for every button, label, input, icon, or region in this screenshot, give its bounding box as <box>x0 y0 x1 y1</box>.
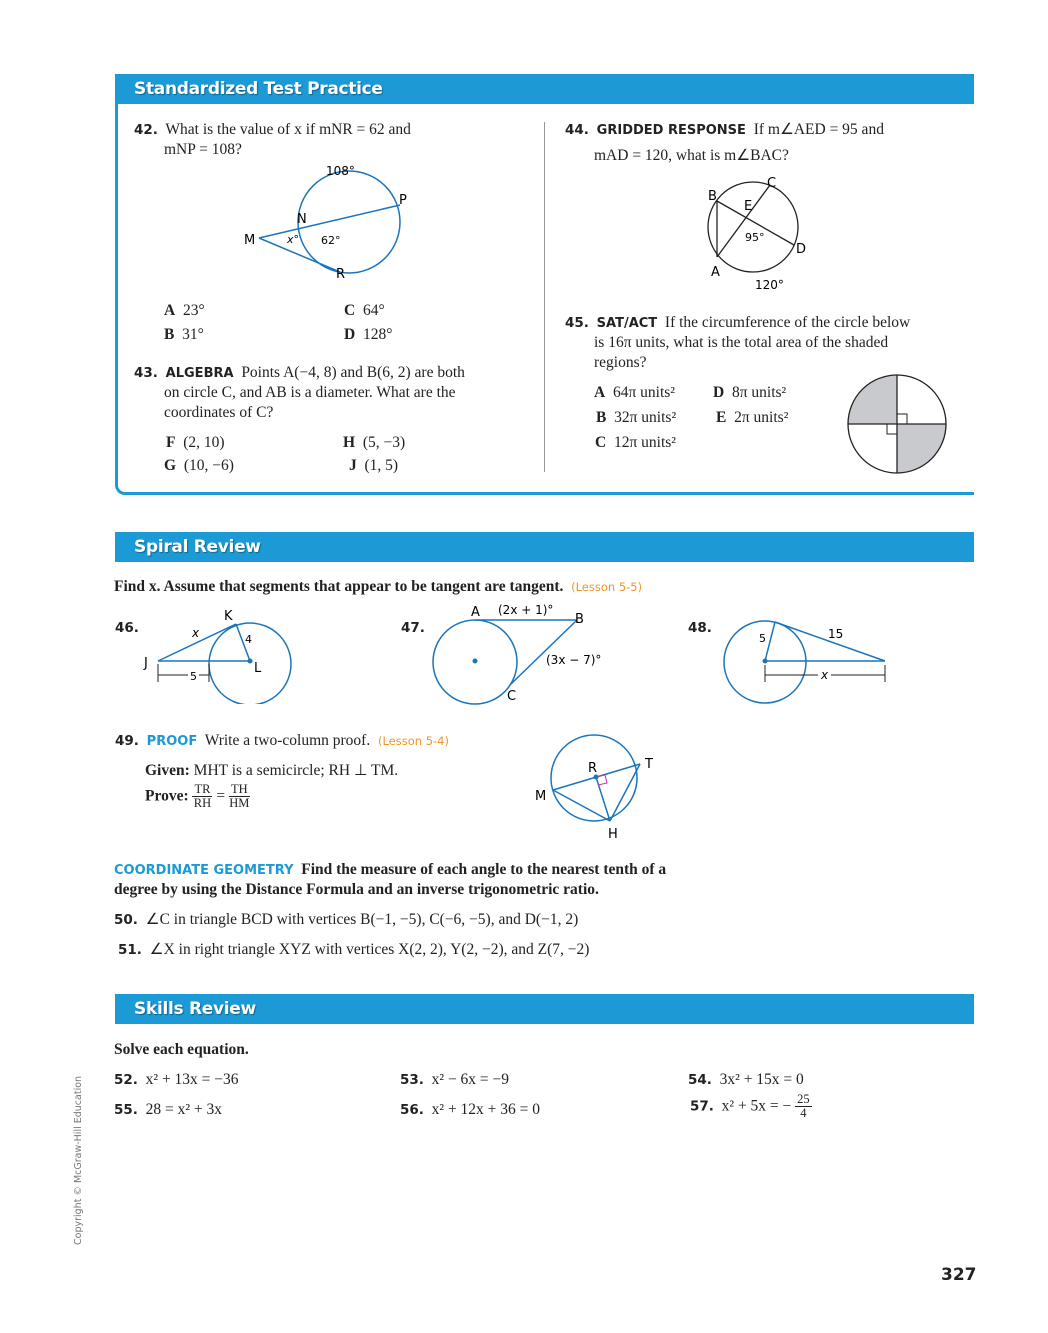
label-p: P <box>399 193 407 208</box>
question-55: 55. 28 = x² + 3x <box>114 1101 223 1118</box>
label-j: J <box>144 656 148 671</box>
question-tag: PROOF <box>146 734 198 749</box>
label-62: 62° <box>321 234 341 247</box>
question-57: 57. x² + 5x = − $\frac{25}{4}$ <box>690 1092 810 1120</box>
question-45-line3: regions? <box>594 354 647 371</box>
option-d[interactable]: D 128° <box>344 326 393 343</box>
question-52: 52. x² + 13x = −36 <box>114 1071 239 1088</box>
label-l: L <box>254 661 262 676</box>
q48-figure <box>715 610 895 710</box>
option-c[interactable]: C 64° <box>344 302 385 319</box>
question-47-number: 47. <box>401 620 425 636</box>
question-tag: SAT/ACT <box>596 316 658 331</box>
question-text: What is the value of x if mNR = 62 and <box>165 121 411 138</box>
label-5: 5 <box>759 632 766 645</box>
question-44-line2: mAD = 120, what is m∠BAC? <box>594 147 789 164</box>
label-95: 95° <box>745 231 765 244</box>
option-d[interactable]: D 8π units² <box>713 384 787 401</box>
fraction-tr-rh: $\frac{TR}{RH}$ <box>193 782 212 810</box>
fraction-th-hm: $\frac{TH}{HM}$ <box>229 782 250 810</box>
option-b[interactable]: B 32π units² <box>596 409 677 426</box>
option-g[interactable]: G (10, −6) <box>164 457 234 474</box>
section-header-standardized-test-practice <box>115 74 974 104</box>
label-x: x° <box>287 233 300 246</box>
label-a: A <box>711 265 720 280</box>
label-120: 120° <box>755 278 784 292</box>
option-j[interactable]: J (1, 5) <box>349 457 399 474</box>
label-h: H <box>608 827 618 842</box>
label-15: 15 <box>828 627 844 641</box>
label-arc2: (3x − 7)° <box>546 653 602 667</box>
question-44: 44. GRIDDED RESPONSE If m∠AED = 95 and <box>565 121 884 138</box>
question-49: 49. PROOF Write a two-column proof. (Lesson 5-4) <box>115 732 449 749</box>
label-x: x <box>821 668 829 682</box>
section-title: Skills Review <box>134 999 256 1019</box>
spiral-instruction: Find x. Assume that segments that appear to be tangent are tangent. (Lesson 5-5) <box>114 578 643 595</box>
label-c: C <box>507 689 517 704</box>
question-45: 45. SAT/ACT If the circumference of the circle below <box>565 314 911 331</box>
q46-figure <box>140 604 300 704</box>
label-m: M <box>535 789 547 804</box>
label-k: K <box>224 609 233 624</box>
label-b: B <box>575 612 584 627</box>
question-43-line3: coordinates of C? <box>164 404 274 421</box>
option-c[interactable]: C 12π units² <box>595 434 676 451</box>
chord-ac <box>717 185 770 257</box>
question-tag: GRIDDED RESPONSE <box>596 123 746 138</box>
right-angle-mark <box>887 424 897 434</box>
proof-prove: Prove: $\frac{TR}{RH}$ = $\frac{TH}{HM}$ <box>145 782 250 810</box>
option-a[interactable]: A 23° <box>164 302 205 319</box>
option-e[interactable]: E 2π units² <box>716 409 789 426</box>
lesson-ref: (Lesson 5-5) <box>571 580 643 594</box>
option-a[interactable]: A 64π units² <box>594 384 675 401</box>
proof-given: Given: MHT is a semicircle; RH ⊥ TM. <box>145 762 399 779</box>
question-42 <box>134 120 411 140</box>
section-title: Standardized Test Practice <box>134 79 383 99</box>
section-header-spiral-review <box>115 532 974 562</box>
label-5: 5 <box>190 670 197 683</box>
label-x: x <box>192 626 200 640</box>
label-b: B <box>708 189 717 204</box>
label-c: C <box>767 176 777 191</box>
question-number: 42. <box>134 122 158 138</box>
q49-figure <box>530 728 660 842</box>
label-d: D <box>796 242 807 257</box>
tangent-bc <box>511 620 577 684</box>
fraction-25-4: $\frac{25}{4}$ <box>797 1092 810 1120</box>
question-tag: ALGEBRA <box>165 366 234 381</box>
segment-th <box>610 764 640 821</box>
question-45-line2: is 16π units, what is the total area of the shaded <box>594 334 889 351</box>
center-point <box>473 659 478 664</box>
coordinate-geometry-instruction: COORDINATE GEOMETRY Find the measure of each angle to the nearest tenth of a <box>114 861 667 878</box>
q47-figure <box>425 600 615 706</box>
lesson-ref: (Lesson 5-4) <box>377 734 449 748</box>
question-56: 56. x² + 12x + 36 = 0 <box>400 1101 541 1118</box>
label-r: R <box>336 267 346 282</box>
question-43: 43. ALGEBRA Points A(−4, 8) and B(6, 2) are both <box>134 364 465 381</box>
q45-figure <box>845 372 949 476</box>
question-51: 51. ∠X in right triangle XYZ with vertices X(2, 2), Y(2, −2), and Z(7, −2) <box>118 941 590 958</box>
radius <box>765 622 775 661</box>
question-46-number: 46. <box>115 620 139 636</box>
center-point <box>248 659 253 664</box>
label-108: 108° <box>326 164 355 178</box>
column-divider <box>544 122 545 472</box>
question-text: mNP = 108? <box>164 141 242 158</box>
question-54: 54. 3x² + 15x = 0 <box>688 1071 804 1088</box>
label-e: E <box>744 199 753 214</box>
question-42-line2 <box>164 140 242 160</box>
label-r: R <box>588 761 598 776</box>
option-h[interactable]: H (5, −3) <box>343 434 406 451</box>
option-f[interactable]: F (2, 10) <box>166 434 225 451</box>
page-number: 327 <box>941 1265 977 1285</box>
question-43-line2: on circle C, and AB is a diameter. What are the <box>164 384 456 401</box>
question-53: 53. x² − 6x = −9 <box>400 1071 510 1088</box>
circle <box>298 171 400 273</box>
question-48-number: 48. <box>688 620 712 636</box>
section-tag: COORDINATE GEOMETRY <box>114 863 294 878</box>
label-n: N <box>297 212 307 227</box>
option-b[interactable]: B 31° <box>164 326 204 343</box>
question-50: 50. ∠C in triangle BCD with vertices B(−1, −5), C(−6, −5), and D(−1, 2) <box>114 911 579 928</box>
label-a: A <box>471 605 480 620</box>
copyright-text: Copyright © McGraw-Hill Education <box>73 1075 84 1245</box>
shaded-region-1 <box>848 375 897 424</box>
section-header-skills-review <box>115 994 974 1024</box>
label-t: T <box>645 757 653 772</box>
q42-figure <box>240 160 420 285</box>
label-4: 4 <box>245 633 252 646</box>
circle <box>708 182 798 272</box>
label-arc: (2x + 1)° <box>498 603 554 617</box>
section-title: Spiral Review <box>134 537 261 557</box>
label-m: M <box>244 233 256 248</box>
skills-instruction: Solve each equation. <box>114 1041 249 1058</box>
right-angle-mark <box>897 414 907 424</box>
q44-figure <box>700 172 820 294</box>
center-point <box>763 659 768 664</box>
coordinate-geometry-instruction-line2: degree by using the Distance Formula and an inverse trigonometric ratio. <box>114 881 599 898</box>
shaded-region-2 <box>897 424 946 473</box>
